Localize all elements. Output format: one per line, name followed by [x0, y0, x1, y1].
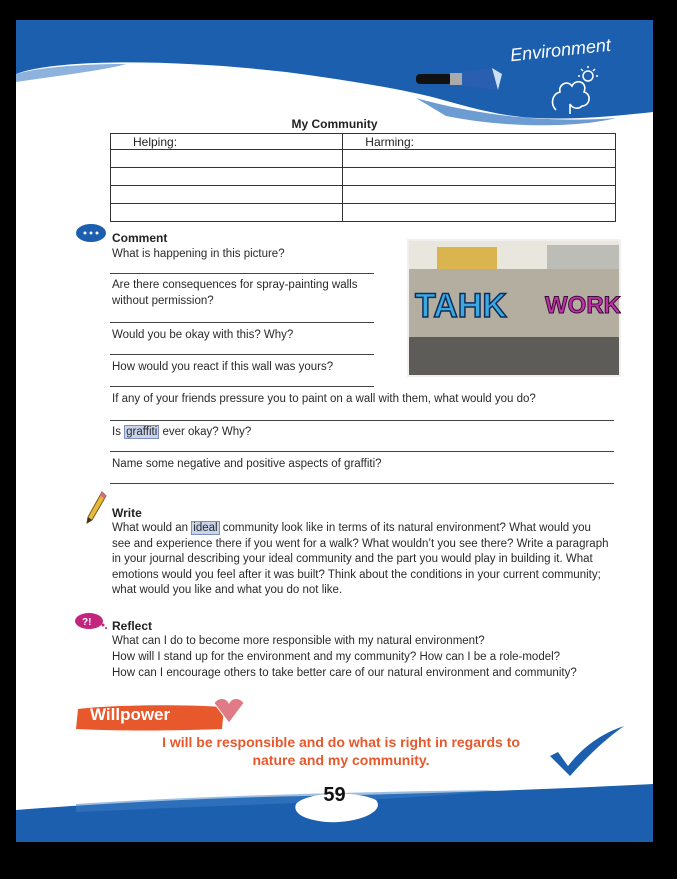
answer-line[interactable] [110, 386, 374, 387]
reflect-title: Reflect [112, 619, 153, 633]
answer-line[interactable] [110, 322, 374, 323]
question-3: Would you be okay with this? Why? [112, 329, 294, 341]
page [16, 20, 653, 842]
tree-sun-icon [538, 64, 608, 116]
paintbrush-icon [414, 64, 504, 104]
col-helping: Helping: [111, 134, 343, 150]
willpower-line-2: nature and my community. [252, 752, 430, 768]
table-cell[interactable] [111, 204, 343, 222]
graffiti-left: TAHK [415, 287, 507, 325]
question-5: If any of your friends pressure you to paint on a wall with them, what would you do? [112, 393, 536, 405]
answer-line[interactable] [110, 451, 614, 452]
question-4: How would you react if this wall was yours? [112, 361, 334, 373]
answer-line[interactable] [110, 420, 614, 421]
write-title: Write [112, 506, 142, 520]
table-title: My Community [291, 117, 378, 131]
table-cell[interactable] [343, 204, 616, 222]
table-cell[interactable] [111, 150, 343, 168]
community-table [110, 133, 616, 222]
question-2: Are there consequences for spray-painting walls without permission? [112, 279, 358, 307]
graffiti-right: WORK [545, 292, 621, 319]
table-cell[interactable] [343, 186, 616, 204]
table-cell[interactable] [343, 150, 616, 168]
comment-title: Comment [112, 231, 168, 245]
question-6: Is graffiti ever okay? Why? [112, 426, 252, 438]
table-cell[interactable] [111, 168, 343, 186]
answer-line[interactable] [110, 273, 374, 274]
write-paragraph: What would an ideal community look like in terms of its natural environment? What would you see and experience there if you went for a walk? What wouldn’t you see there? Write a paragraph in your journal describing your ideal community and the part you would play in building it. What emotions would you feel after it was built? Think about the conditions in your current community; what would you like and what you do not like. [112, 522, 609, 596]
reflect-line-3: How can I encourage others to take better care of our natural environment and community? [112, 667, 577, 679]
section-title: Environment [509, 34, 612, 66]
heart-icon [208, 693, 250, 727]
glossary-term[interactable]: graffiti [126, 426, 158, 438]
speech-bubble-icon [74, 223, 108, 245]
willpower-label: Willpower [90, 705, 171, 724]
col-harming: Harming: [343, 134, 616, 150]
page-number: 59 [323, 784, 346, 806]
svg-text:?!: ?! [82, 617, 92, 628]
reflect-line-1: What can I do to become more responsible with my natural environment? [112, 635, 485, 647]
glossary-term[interactable]: ideal [193, 522, 218, 534]
answer-line[interactable] [110, 354, 374, 355]
question-1: What is happening in this picture? [112, 248, 285, 260]
answer-line[interactable] [110, 483, 614, 484]
table-cell[interactable] [343, 168, 616, 186]
pencil-icon [84, 490, 108, 526]
willpower-line-1: I will be responsible and do what is right in regards to [162, 734, 520, 750]
question-7: Name some negative and positive aspects of graffiti? [112, 458, 382, 470]
reflect-line-2: How will I stand up for the environment and my community? How can I be a role-model? [112, 651, 561, 663]
reflect-icon [74, 612, 108, 632]
graffiti-photo [407, 239, 621, 377]
table-cell[interactable] [111, 186, 343, 204]
